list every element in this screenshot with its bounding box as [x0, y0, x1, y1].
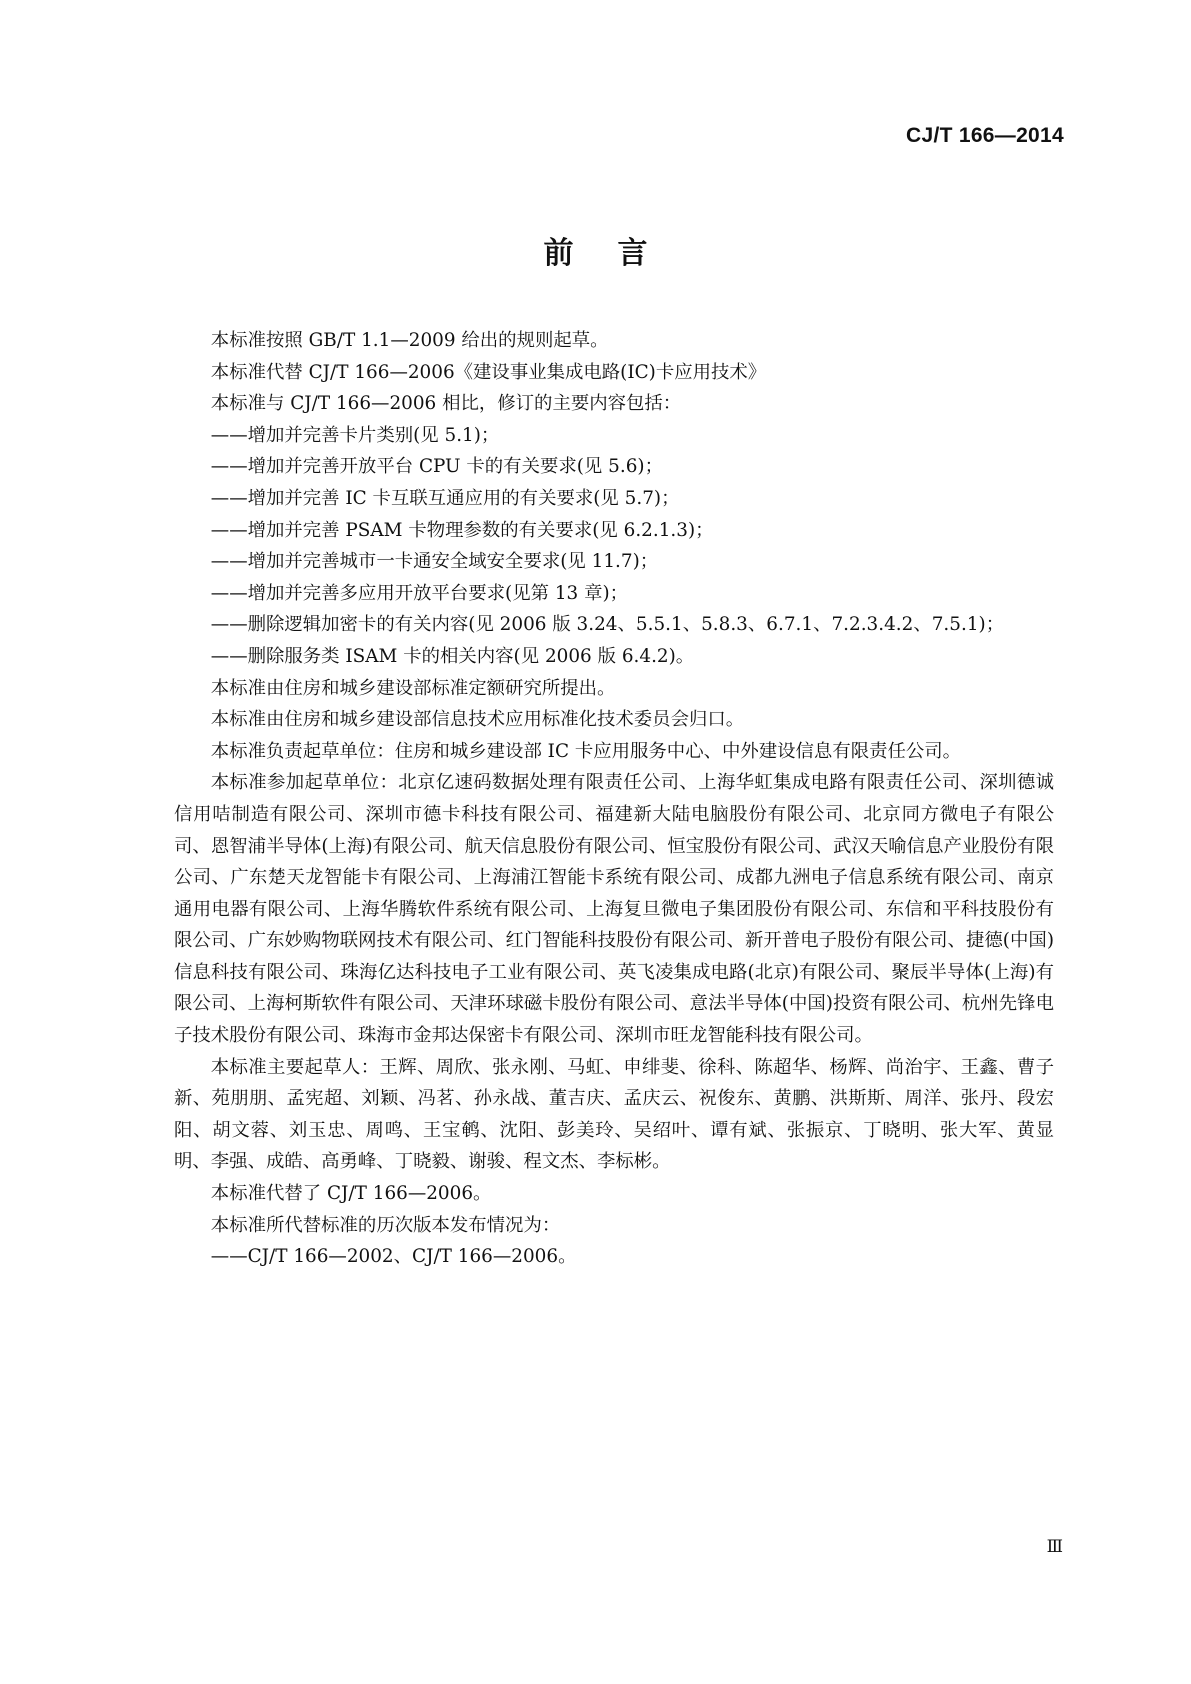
list-item: ——增加并完善 PSAM 卡物理参数的有关要求(见 6.2.1.3)； — [210, 519, 714, 541]
list-item: ——增加并完善 IC 卡互联互通应用的有关要求(见 5.7)； — [210, 487, 680, 509]
list-item: ——删除逻辑加密卡的有关内容(见 2006 版 3.24、5.5.1、5.8.3、6.7.1、7.2.3.4.2、7.5.1)； — [210, 614, 1005, 636]
standard-code: CJ/T 166—2014 — [906, 124, 1064, 147]
paragraph: 本标准所代替标准的历次版本发布情况为： — [210, 1214, 561, 1236]
page-number: Ⅲ — [1046, 1537, 1063, 1557]
paragraph: 本标准主要起草人：王辉、周欣、张永刚、马虹、申绯斐、徐科、陈超华、杨辉、尚治宇、王鑫、曹子新、苑朋朋、孟宪超、刘颖、冯茗、孙永战、董吉庆、孟庆云、祝俊东、黄鹏、洪斯斯、周洋、张丹、段宏阳、胡文蓉、刘玉忠、周鸣、王宝鹌、沈阳、彭美玲、吴绍叶、谭有斌、张振京、丁晓明、张大军、黄显明、李强、成皓、高勇峰、丁晓毅、谢骏、程文杰、李标彬。 — [174, 1056, 1054, 1173]
paragraph: 本标准与 CJ/T 166—2006 相比，修订的主要内容包括： — [210, 393, 682, 415]
list-item: ——增加并完善城市一卡通安全域安全要求(见 11.7)； — [210, 551, 659, 573]
paragraph: 本标准按照 GB/T 1.1—2009 给出的规则起草。 — [210, 330, 609, 351]
list-item: ——删除服务类 ISAM 卡的相关内容(见 2006 版 6.4.2)。 — [210, 645, 695, 667]
paragraph: 本标准由住房和城乡建设部信息技术应用标准化技术委员会归口。 — [210, 709, 745, 731]
list-item: ——CJ/T 166—2002、CJ/T 166—2006。 — [210, 1246, 577, 1268]
paragraph: 本标准代替了 CJ/T 166—2006。 — [210, 1183, 492, 1205]
list-item: ——增加并完善卡片类别(见 5.1)； — [210, 424, 500, 446]
paragraph: 本标准由住房和城乡建设部标准定额研究所提出。 — [210, 677, 616, 699]
paragraph: 本标准负责起草单位：住房和城乡建设部 IC 卡应用服务中心、中外建设信息有限责任公司。 — [210, 740, 962, 762]
paragraph: 本标准参加起草单位：北京亿速码数据处理有限责任公司、上海华虹集成电路有限责任公司、深圳德诚信用咭制造有限公司、深圳市德卡科技有限公司、福建新大陆电脑股份有限公司、北京同方微电子有限公司、恩智浦半导体(上海)有限公司、航天信息股份有限公司、恒宝股份有限公司、武汉天喻信息产业股份有限公司、广东楚天龙智能卡有限公司、上海浦江智能卡系统有限公司、成都九洲电子信息系统有限公司、南京通用电器有限公司、上海华腾软件系统有限公司、上海复旦微电子集团股份有限公司、东信和平科技股份有限公司、广东妙购物联网技术有限公司、红门智能科技股份有限公司、新开普电子股份有限公司、捷德(中国)信息科技有限公司、珠海亿达科技电子工业有限公司、英飞凌集成电路(北京)有限公司、聚辰半导体(上海)有限公司、上海柯斯软件有限公司、天津环球磁卡股份有限公司、意法半导体(中国)投资有限公司、杭州先锋电子技术股份有限公司、珠海市金邦达保密卡有限公司、深圳市旺龙智能科技有限公司。 — [174, 772, 1054, 1047]
page-title: 前言 — [543, 236, 692, 271]
document-body — [174, 325, 1054, 1273]
list-item: ——增加并完善开放平台 CPU 卡的有关要求(见 5.6)； — [210, 456, 663, 478]
list-item: ——增加并完善多应用开放平台要求(见第 13 章)； — [210, 582, 629, 604]
paragraph: 本标准代替 CJ/T 166—2006《建设事业集成电路(IC)卡应用技术》 — [210, 361, 767, 383]
